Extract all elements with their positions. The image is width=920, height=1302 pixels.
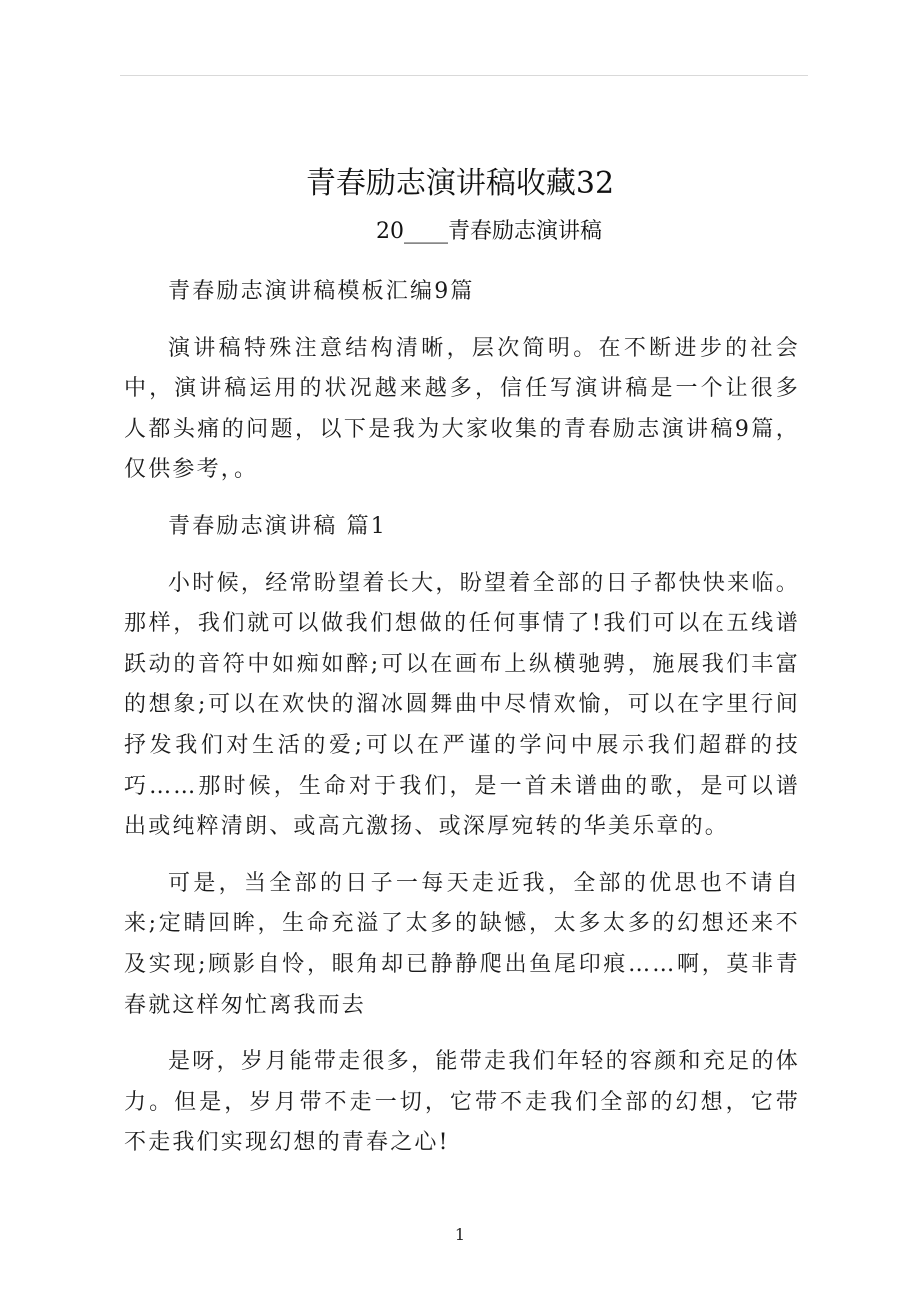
section-heading: 青春励志演讲稿 篇1 xyxy=(168,513,387,539)
paragraph: 演讲稿特殊注意结构清晰，层次简明。在不断进步的社会中，演讲稿运用的状况越来越多，信任写演讲稿是一个让很多人都头痛的问题，以下是我为大家收集的青春励志演讲稿9篇，仅供参考，。 xyxy=(124,335,800,483)
paragraph: 是呀，岁月能带走很多，能带走我们年轻的容颜和充足的体力。但是，岁月带不走一切，它带不走我们全部的幻想，它带不走我们实现幻想的青春之心! xyxy=(124,1049,800,1156)
paragraph: 小时候，经常盼望着长大，盼望着全部的日子都快快来临。那样，我们就可以做我们想做的任何事情了!我们可以在五线谱跃动的音符中如痴如醉;可以在画布上纵横驰骋，施展我们丰富的想象;可以在欢快的溜冰圆舞曲中尽情欢愉，可以在字里行间抒发我们对生活的爱;可以在严谨的学问中展示我们超群的技巧……那时候，生命对于我们，是一首未谱曲的歌，是可以谱出或纯粹清朗、或高亢激扬、或深厚宛转的华美乐章的。 xyxy=(124,570,800,840)
header-rule xyxy=(120,75,808,76)
document-subtitle: 20____青春励志演讲稿 xyxy=(376,219,602,244)
paragraph: 可是，当全部的日子一每天走近我，全部的优思也不请自来;定睛回眸，生命充溢了太多的缺憾，太多太多的幻想还来不及实现;顾影自怜，眼角却已静静爬出鱼尾印痕……啊，莫非青春就这样匆忙离我而去 xyxy=(124,870,800,1018)
document-body xyxy=(124,272,800,1180)
page-number: 1 xyxy=(454,1225,466,1244)
intro-heading: 青春励志演讲稿模板汇编9篇 xyxy=(168,279,475,304)
document-title: 青春励志演讲稿收藏32 xyxy=(305,166,615,201)
